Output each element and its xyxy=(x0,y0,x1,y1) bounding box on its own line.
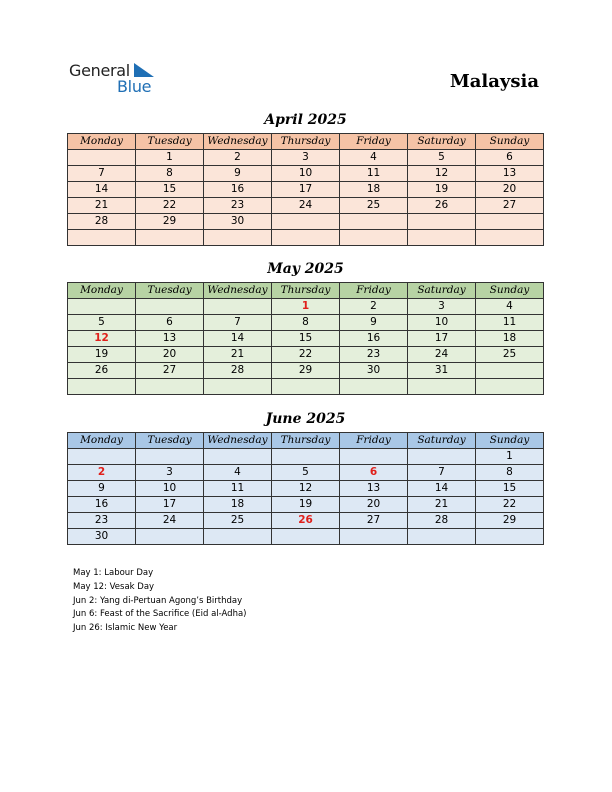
day-cell: 14 xyxy=(204,331,272,347)
week-row xyxy=(68,465,544,481)
day-cell: 1 xyxy=(476,449,544,465)
holiday-day-cell: 26 xyxy=(272,513,340,529)
weekday-header-sunday: Sunday xyxy=(476,134,544,150)
day-cell: 6 xyxy=(136,315,204,331)
day-cell: 5 xyxy=(272,465,340,481)
weekday-header-monday: Monday xyxy=(68,433,136,449)
week-row xyxy=(68,150,544,166)
day-cell: 29 xyxy=(136,214,204,230)
day-cell: 4 xyxy=(204,465,272,481)
day-cell: 17 xyxy=(272,182,340,198)
holiday-day-cell: 12 xyxy=(68,331,136,347)
day-cell: 15 xyxy=(272,331,340,347)
day-cell: 24 xyxy=(408,347,476,363)
day-cell: 20 xyxy=(136,347,204,363)
empty-day-cell xyxy=(68,230,136,246)
empty-day-cell xyxy=(408,214,476,230)
day-cell: 27 xyxy=(476,198,544,214)
empty-day-cell xyxy=(408,529,476,545)
empty-day-cell xyxy=(340,379,408,395)
calendar-june xyxy=(67,432,544,545)
week-row xyxy=(68,182,544,198)
day-cell: 3 xyxy=(272,150,340,166)
week-row xyxy=(68,198,544,214)
weekday-header-thursday: Thursday xyxy=(272,283,340,299)
day-cell: 18 xyxy=(476,331,544,347)
day-cell: 16 xyxy=(340,331,408,347)
empty-day-cell xyxy=(204,449,272,465)
day-cell: 17 xyxy=(136,497,204,513)
weekday-header-friday: Friday xyxy=(340,283,408,299)
month-title-june: June 2025 xyxy=(265,411,346,427)
weekday-header-monday: Monday xyxy=(68,283,136,299)
weekday-header-row xyxy=(68,433,544,449)
week-row xyxy=(68,513,544,529)
day-cell: 3 xyxy=(136,465,204,481)
day-cell: 7 xyxy=(408,465,476,481)
day-cell: 31 xyxy=(408,363,476,379)
weekday-header-wednesday: Wednesday xyxy=(204,433,272,449)
generalblue-logo xyxy=(69,61,159,97)
week-row xyxy=(68,315,544,331)
empty-day-cell xyxy=(204,379,272,395)
weekday-header-thursday: Thursday xyxy=(272,433,340,449)
calendar-may xyxy=(67,282,544,395)
empty-day-cell xyxy=(340,214,408,230)
day-cell: 11 xyxy=(340,166,408,182)
day-cell: 12 xyxy=(272,481,340,497)
day-cell: 30 xyxy=(68,529,136,545)
day-cell: 13 xyxy=(340,481,408,497)
day-cell: 21 xyxy=(204,347,272,363)
weekday-header-thursday: Thursday xyxy=(272,134,340,150)
day-cell: 14 xyxy=(68,182,136,198)
day-cell: 15 xyxy=(476,481,544,497)
empty-day-cell xyxy=(272,214,340,230)
day-cell: 22 xyxy=(476,497,544,513)
holiday-item: Jun 6: Feast of the Sacrifice (Eid al-Adha) xyxy=(73,609,247,620)
week-row xyxy=(68,497,544,513)
day-cell: 7 xyxy=(68,166,136,182)
day-cell: 25 xyxy=(476,347,544,363)
day-cell: 14 xyxy=(408,481,476,497)
week-row xyxy=(68,299,544,315)
day-cell: 22 xyxy=(136,198,204,214)
logo-word-blue: Blue xyxy=(117,77,152,96)
holiday-item: Jun 2: Yang di-Pertuan Agong’s Birthday xyxy=(73,595,243,606)
day-cell: 6 xyxy=(476,150,544,166)
empty-day-cell xyxy=(408,449,476,465)
holiday-day-cell: 6 xyxy=(340,465,408,481)
day-cell: 10 xyxy=(408,315,476,331)
weekday-header-wednesday: Wednesday xyxy=(204,283,272,299)
day-cell: 20 xyxy=(340,497,408,513)
empty-day-cell xyxy=(204,299,272,315)
day-cell: 11 xyxy=(476,315,544,331)
week-row xyxy=(68,379,544,395)
weekday-header-tuesday: Tuesday xyxy=(136,283,204,299)
country-title: Malaysia xyxy=(449,71,539,92)
week-row xyxy=(68,166,544,182)
weekday-header-friday: Friday xyxy=(340,433,408,449)
day-cell: 23 xyxy=(68,513,136,529)
day-cell: 28 xyxy=(204,363,272,379)
day-cell: 5 xyxy=(408,150,476,166)
week-row xyxy=(68,331,544,347)
weekday-header-row xyxy=(68,283,544,299)
day-cell: 8 xyxy=(136,166,204,182)
holiday-day-cell: 2 xyxy=(68,465,136,481)
weekday-header-tuesday: Tuesday xyxy=(136,134,204,150)
day-cell: 4 xyxy=(476,299,544,315)
day-cell: 13 xyxy=(136,331,204,347)
holiday-item: Jun 26: Islamic New Year xyxy=(73,623,178,634)
weekday-header-saturday: Saturday xyxy=(408,283,476,299)
empty-day-cell xyxy=(136,299,204,315)
day-cell: 5 xyxy=(68,315,136,331)
day-cell: 10 xyxy=(136,481,204,497)
week-row xyxy=(68,449,544,465)
day-cell: 2 xyxy=(340,299,408,315)
day-cell: 19 xyxy=(68,347,136,363)
week-row xyxy=(68,347,544,363)
empty-day-cell xyxy=(340,230,408,246)
day-cell: 1 xyxy=(136,150,204,166)
day-cell: 19 xyxy=(272,497,340,513)
day-cell: 9 xyxy=(340,315,408,331)
empty-day-cell xyxy=(340,529,408,545)
day-cell: 30 xyxy=(340,363,408,379)
day-cell: 9 xyxy=(68,481,136,497)
day-cell: 21 xyxy=(408,497,476,513)
weekday-header-tuesday: Tuesday xyxy=(136,433,204,449)
day-cell: 24 xyxy=(136,513,204,529)
weekday-header-saturday: Saturday xyxy=(408,134,476,150)
empty-day-cell xyxy=(476,529,544,545)
empty-day-cell xyxy=(272,379,340,395)
blue-flag-icon xyxy=(134,63,154,77)
holiday-day-cell: 1 xyxy=(272,299,340,315)
day-cell: 18 xyxy=(340,182,408,198)
empty-day-cell xyxy=(272,449,340,465)
weekday-header-sunday: Sunday xyxy=(476,433,544,449)
week-row xyxy=(68,481,544,497)
empty-day-cell xyxy=(136,449,204,465)
empty-day-cell xyxy=(136,230,204,246)
month-title-april: April 2025 xyxy=(264,112,347,128)
empty-day-cell xyxy=(136,379,204,395)
day-cell: 29 xyxy=(272,363,340,379)
weekday-header-monday: Monday xyxy=(68,134,136,150)
day-cell: 25 xyxy=(340,198,408,214)
weekday-header-wednesday: Wednesday xyxy=(204,134,272,150)
day-cell: 24 xyxy=(272,198,340,214)
calendar-april xyxy=(67,133,544,246)
day-cell: 25 xyxy=(204,513,272,529)
day-cell: 3 xyxy=(408,299,476,315)
day-cell: 8 xyxy=(272,315,340,331)
empty-day-cell xyxy=(68,379,136,395)
day-cell: 2 xyxy=(204,150,272,166)
week-row xyxy=(68,214,544,230)
empty-day-cell xyxy=(272,529,340,545)
day-cell: 30 xyxy=(204,214,272,230)
day-cell: 22 xyxy=(272,347,340,363)
empty-day-cell xyxy=(68,299,136,315)
day-cell: 13 xyxy=(476,166,544,182)
weekday-header-friday: Friday xyxy=(340,134,408,150)
day-cell: 27 xyxy=(136,363,204,379)
day-cell: 11 xyxy=(204,481,272,497)
day-cell: 16 xyxy=(68,497,136,513)
day-cell: 8 xyxy=(476,465,544,481)
weekday-header-sunday: Sunday xyxy=(476,283,544,299)
day-cell: 18 xyxy=(204,497,272,513)
day-cell: 27 xyxy=(340,513,408,529)
day-cell: 29 xyxy=(476,513,544,529)
week-row xyxy=(68,363,544,379)
day-cell: 23 xyxy=(340,347,408,363)
weekday-header-saturday: Saturday xyxy=(408,433,476,449)
day-cell: 28 xyxy=(68,214,136,230)
day-cell: 20 xyxy=(476,182,544,198)
empty-day-cell xyxy=(476,363,544,379)
empty-day-cell xyxy=(272,230,340,246)
day-cell: 9 xyxy=(204,166,272,182)
empty-day-cell xyxy=(408,230,476,246)
empty-day-cell xyxy=(204,529,272,545)
empty-day-cell xyxy=(476,230,544,246)
day-cell: 12 xyxy=(408,166,476,182)
empty-day-cell xyxy=(408,379,476,395)
week-row xyxy=(68,529,544,545)
empty-day-cell xyxy=(68,449,136,465)
logo-word-general: General xyxy=(69,61,130,80)
weekday-header-row xyxy=(68,134,544,150)
day-cell: 26 xyxy=(68,363,136,379)
holiday-list xyxy=(73,567,247,636)
empty-day-cell xyxy=(204,230,272,246)
day-cell: 19 xyxy=(408,182,476,198)
holiday-item: May 1: Labour Day xyxy=(73,568,154,578)
day-cell: 28 xyxy=(408,513,476,529)
day-cell: 7 xyxy=(204,315,272,331)
empty-day-cell xyxy=(476,214,544,230)
day-cell: 23 xyxy=(204,198,272,214)
day-cell: 17 xyxy=(408,331,476,347)
day-cell: 21 xyxy=(68,198,136,214)
empty-day-cell xyxy=(136,529,204,545)
day-cell: 15 xyxy=(136,182,204,198)
empty-day-cell xyxy=(340,449,408,465)
day-cell: 16 xyxy=(204,182,272,198)
empty-day-cell xyxy=(68,150,136,166)
day-cell: 10 xyxy=(272,166,340,182)
empty-day-cell xyxy=(476,379,544,395)
holiday-item: May 12: Vesak Day xyxy=(73,581,155,592)
month-title-may: May 2025 xyxy=(267,261,344,277)
day-cell: 26 xyxy=(408,198,476,214)
day-cell: 4 xyxy=(340,150,408,166)
week-row xyxy=(68,230,544,246)
